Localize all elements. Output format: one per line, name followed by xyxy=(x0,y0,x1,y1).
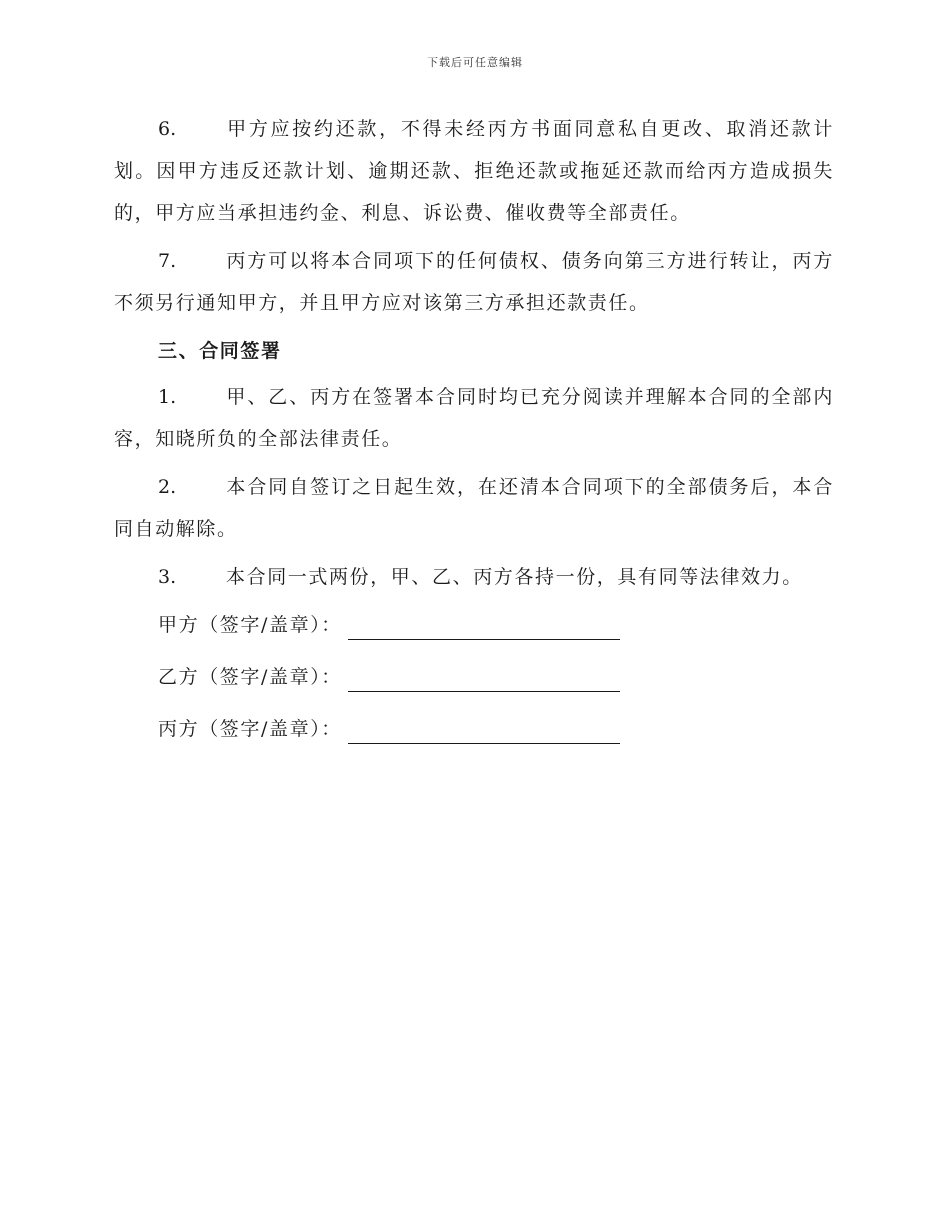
document-body xyxy=(114,108,834,760)
clause-text: 丙方可以将本合同项下的任何债权、债务向第三方进行转让，丙方不须另行通知甲方，并且甲方应对该第三方承担还款责任。 xyxy=(114,250,834,314)
section3-clause-1 xyxy=(114,376,834,460)
clause-text: 本合同一式两份，甲、乙、丙方各持一份，具有同等法律效力。 xyxy=(226,566,803,588)
signature-label: 丙方（签字/盖章）： xyxy=(158,718,342,740)
signature-blank[interactable] xyxy=(348,661,620,692)
signature-line-party-c xyxy=(114,708,834,750)
clause-number: 6. xyxy=(158,118,177,140)
signature-label: 甲方（签字/盖章）： xyxy=(158,614,342,636)
signature-label: 乙方（签字/盖章）： xyxy=(158,666,342,688)
clause-number: 2. xyxy=(158,476,177,498)
section-title: 三、合同签署 xyxy=(158,340,282,362)
signature-blank[interactable] xyxy=(348,609,620,640)
clause-7 xyxy=(114,240,834,324)
section3-clause-3 xyxy=(114,556,834,598)
clause-number: 7. xyxy=(158,250,177,272)
signature-blank[interactable] xyxy=(348,713,620,744)
clause-text: 本合同自签订之日起生效，在还清本合同项下的全部债务后，本合同自动解除。 xyxy=(114,476,834,540)
signature-line-party-b xyxy=(114,656,834,698)
clause-text: 甲、乙、丙方在签署本合同时均已充分阅读并理解本合同的全部内容，知晓所负的全部法律责任。 xyxy=(114,386,834,450)
clause-number: 3. xyxy=(158,566,177,588)
signature-line-party-a xyxy=(114,604,834,646)
clause-text: 甲方应按约还款，不得未经丙方书面同意私自更改、取消还款计划。因甲方违反还款计划、逾期还款、拒绝还款或拖延还款而给丙方造成损失的，甲方应当承担违约金、利息、诉讼费、催收费等全部责任。 xyxy=(114,118,834,224)
clause-number: 1. xyxy=(158,386,177,408)
page-header: 下载后可任意编辑 xyxy=(427,56,523,69)
clause-6 xyxy=(114,108,834,234)
section3-clause-2 xyxy=(114,466,834,550)
